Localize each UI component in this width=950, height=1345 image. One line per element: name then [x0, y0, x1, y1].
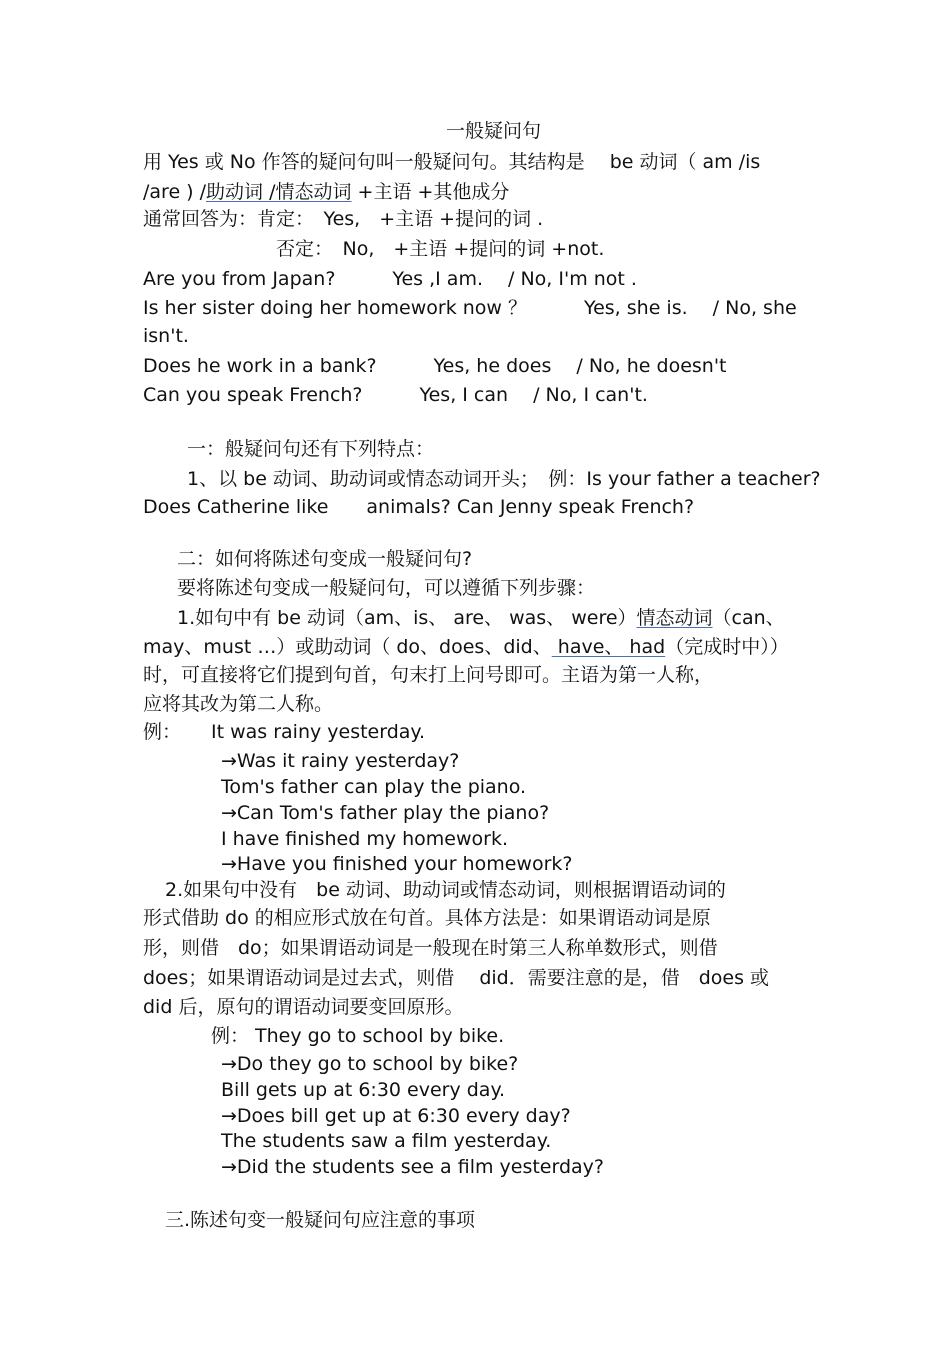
- section-2-para-1-line-4: 应将其改为第二人称。: [143, 693, 334, 715]
- intro-line-2-start: /are ) /: [143, 181, 207, 203]
- section-1-line-2: Does Catherine like animals? Can Jenny speak French?: [143, 496, 695, 518]
- example-1-sentence: It was rainy yesterday.: [211, 721, 426, 743]
- section-3-heading: 三.陈述句变一般疑问句应注意的事项: [165, 1209, 476, 1231]
- section-2-para-2-line-2: 形式借助 do 的相应形式放在句首。具体方法是：如果谓语动词是原: [143, 907, 711, 929]
- section-1-line-1: 1、以 be 动词、助动词或情态动词开头； 例：Is your father a teacher?: [187, 468, 821, 490]
- answer-affirmative: 通常回答为：肯定： Yes, +主语 +提问的词 .: [143, 208, 544, 230]
- example-line-4: Does he work in a bank? Yes, he does / No, he doesn't: [143, 355, 727, 377]
- example-line-3: isn't.: [143, 325, 189, 347]
- example-line-2: Is her sister doing her homework now ？ Yes, she is. / No, she: [143, 297, 797, 319]
- section-2-para-1-line-1: [177, 606, 785, 630]
- modal-list-start: （can、: [712, 607, 785, 629]
- section-2-para-1-line-2: [143, 635, 789, 659]
- answer-negative: 否定： No, +主语 +提问的词 +not.: [276, 238, 605, 260]
- section-1-heading: 一：般疑问句还有下列特点：: [187, 438, 435, 460]
- underlined-verbs: 助动词 /情态动词: [206, 181, 352, 203]
- section-2-line-1: 要将陈述句变成一般疑问句，可以遵循下列步骤：: [177, 577, 596, 599]
- example-4-sentence: They go to school by bike.: [255, 1025, 505, 1047]
- example-6-sentence: The students saw a film yesterday.: [221, 1130, 552, 1152]
- underlined-have-had: have、 had: [551, 636, 666, 658]
- page-title: 一般疑问句: [446, 120, 542, 142]
- example-label: 例：: [143, 721, 182, 743]
- section-2-para-2-line-3: 形，则借 do；如果谓语动词是一般现在时第三人称单数形式，则借: [143, 937, 718, 959]
- example-1-question: →Was it rainy yesterday?: [221, 750, 460, 772]
- example-2-sentence: Tom's father can play the piano.: [221, 776, 527, 798]
- section-2-para-2-line-1: 2.如果句中没有 be 动词、助动词或情态动词，则根据谓语动词的: [165, 879, 726, 901]
- example-5-sentence: Bill gets up at 6:30 every day.: [221, 1079, 506, 1101]
- example-5-question: →Does bill get up at 6:30 every day?: [221, 1105, 571, 1127]
- section-2-heading: 二：如何将陈述句变成一般疑问句?: [177, 548, 473, 570]
- intro-line-2: [143, 180, 509, 204]
- intro-line-2-end: +主语 +其他成分: [351, 181, 510, 203]
- underlined-modal: 情态动词: [636, 607, 713, 629]
- section-2-para-2-line-5: did 后，原句的谓语动词要变回原形。: [143, 996, 464, 1018]
- example-2-question: →Can Tom's father play the piano?: [221, 802, 550, 824]
- aux-verb-list: may、must …）或助动词（ do、does、did、: [143, 636, 552, 658]
- example-line-5: Can you speak French? Yes, I can / No, I can't.: [143, 384, 648, 406]
- section-2-para-1-line-3: 时，可直接将它们提到句首，句末打上问号即可。主语为第一人称，: [143, 664, 714, 686]
- example-3-sentence: I have finished my homework.: [221, 828, 508, 850]
- perfect-tense-note: （完成时中））: [665, 636, 789, 658]
- example-6-question: →Did the students see a film yesterday?: [221, 1156, 604, 1178]
- intro-line-1: 用 Yes 或 No 作答的疑问句叫一般疑问句。其结构是 be 动词（ am /is: [143, 151, 761, 173]
- be-verb-list: 1.如句中有 be 动词（am、is、 are、 was、 were）: [177, 607, 637, 629]
- section-2-para-2-line-4: does；如果谓语动词是过去式，则借 did．需要注意的是，借 does 或: [143, 967, 770, 989]
- example-3-question: →Have you finished your homework?: [221, 853, 573, 875]
- example-2-label: 例：: [211, 1025, 250, 1047]
- example-4-question: →Do they go to school by bike?: [221, 1053, 519, 1075]
- example-line-1: Are you from Japan? Yes ,I am. / No, I'm not .: [143, 268, 637, 290]
